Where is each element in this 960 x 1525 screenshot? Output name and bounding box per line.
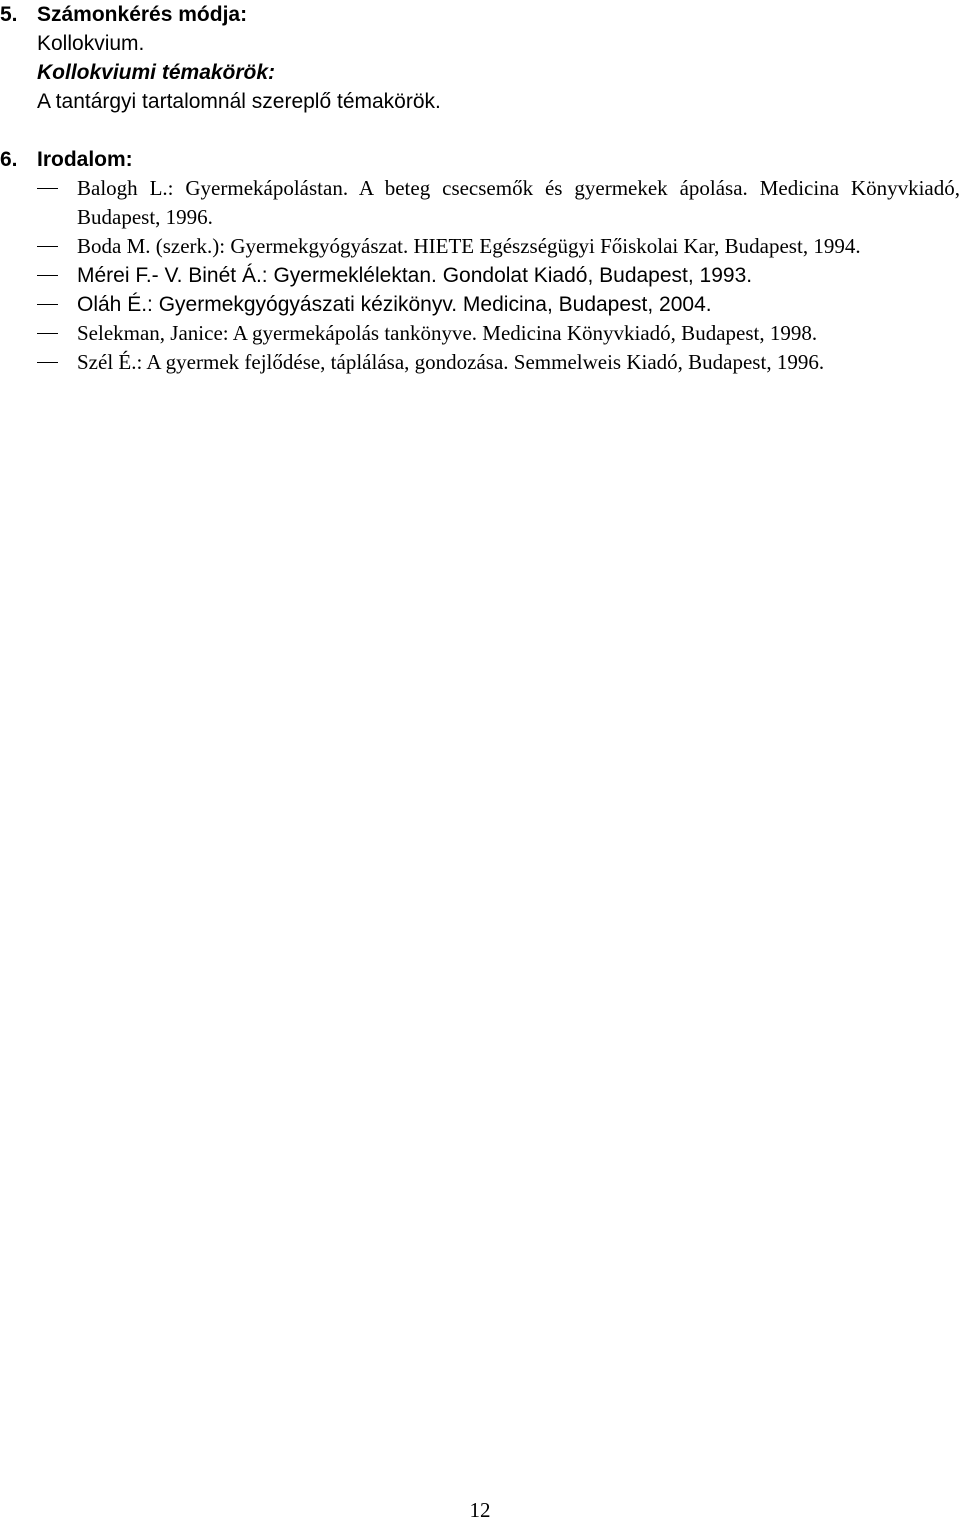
section-5-heading — [0, 0, 960, 29]
assessment-mode: Kollokvium. — [37, 32, 145, 55]
literature-item — [0, 319, 960, 348]
exam-topics-text: A tantárgyi tartalomnál szereplő témakörök. — [37, 90, 441, 113]
dash-bullet-icon — [37, 188, 58, 189]
section-6-heading — [0, 145, 960, 174]
section-6-number: 6. — [0, 148, 18, 171]
literature-list — [0, 174, 960, 377]
section-6-title: Irodalom: — [37, 148, 133, 171]
literature-item-text: Boda M. (szerk.): Gyermekgyógyászat. HIETE Egészségügyi Főiskolai Kar, Budapest, 1994. — [77, 234, 861, 258]
literature-item — [0, 232, 960, 261]
literature-item-text: Szél É.: A gyermek fejlődése, táplálása, gondozása. Semmelweis Kiadó, Budapest, 1996. — [77, 350, 825, 374]
dash-bullet-icon — [37, 362, 58, 363]
literature-item — [0, 174, 960, 232]
dash-bullet-icon — [37, 275, 58, 276]
page-number: 12 — [469, 1498, 491, 1522]
section-assessment — [0, 0, 960, 116]
dash-bullet-icon — [37, 304, 58, 305]
literature-item-text: Selekman, Janice: A gyermekápolás tankönyve. Medicina Könyvkiadó, Budapest, 1998. — [77, 321, 818, 345]
section-5-number: 5. — [0, 3, 18, 26]
section-literature — [0, 145, 960, 377]
literature-item-text: Balogh L.: Gyermekápolástan. A beteg csecsemők és gyermekek ápolása. Medicina Könyvkiadó, Budapest, 1996. — [77, 176, 960, 229]
literature-item-text: Oláh É.: Gyermekgyógyászati kézikönyv. Medicina, Budapest, 2004. — [77, 293, 712, 316]
section-5-title: Számonkérés módja: — [37, 3, 248, 26]
dash-bullet-icon — [37, 333, 58, 334]
literature-item-text: Mérei F.- V. Binét Á.: Gyermeklélektan. Gondolat Kiadó, Budapest, 1993. — [77, 264, 753, 287]
literature-item — [0, 261, 960, 290]
literature-item — [0, 348, 960, 377]
exam-topics-label: Kollokviumi témakörök: — [37, 61, 276, 84]
literature-item — [0, 290, 960, 319]
dash-bullet-icon — [37, 246, 58, 247]
